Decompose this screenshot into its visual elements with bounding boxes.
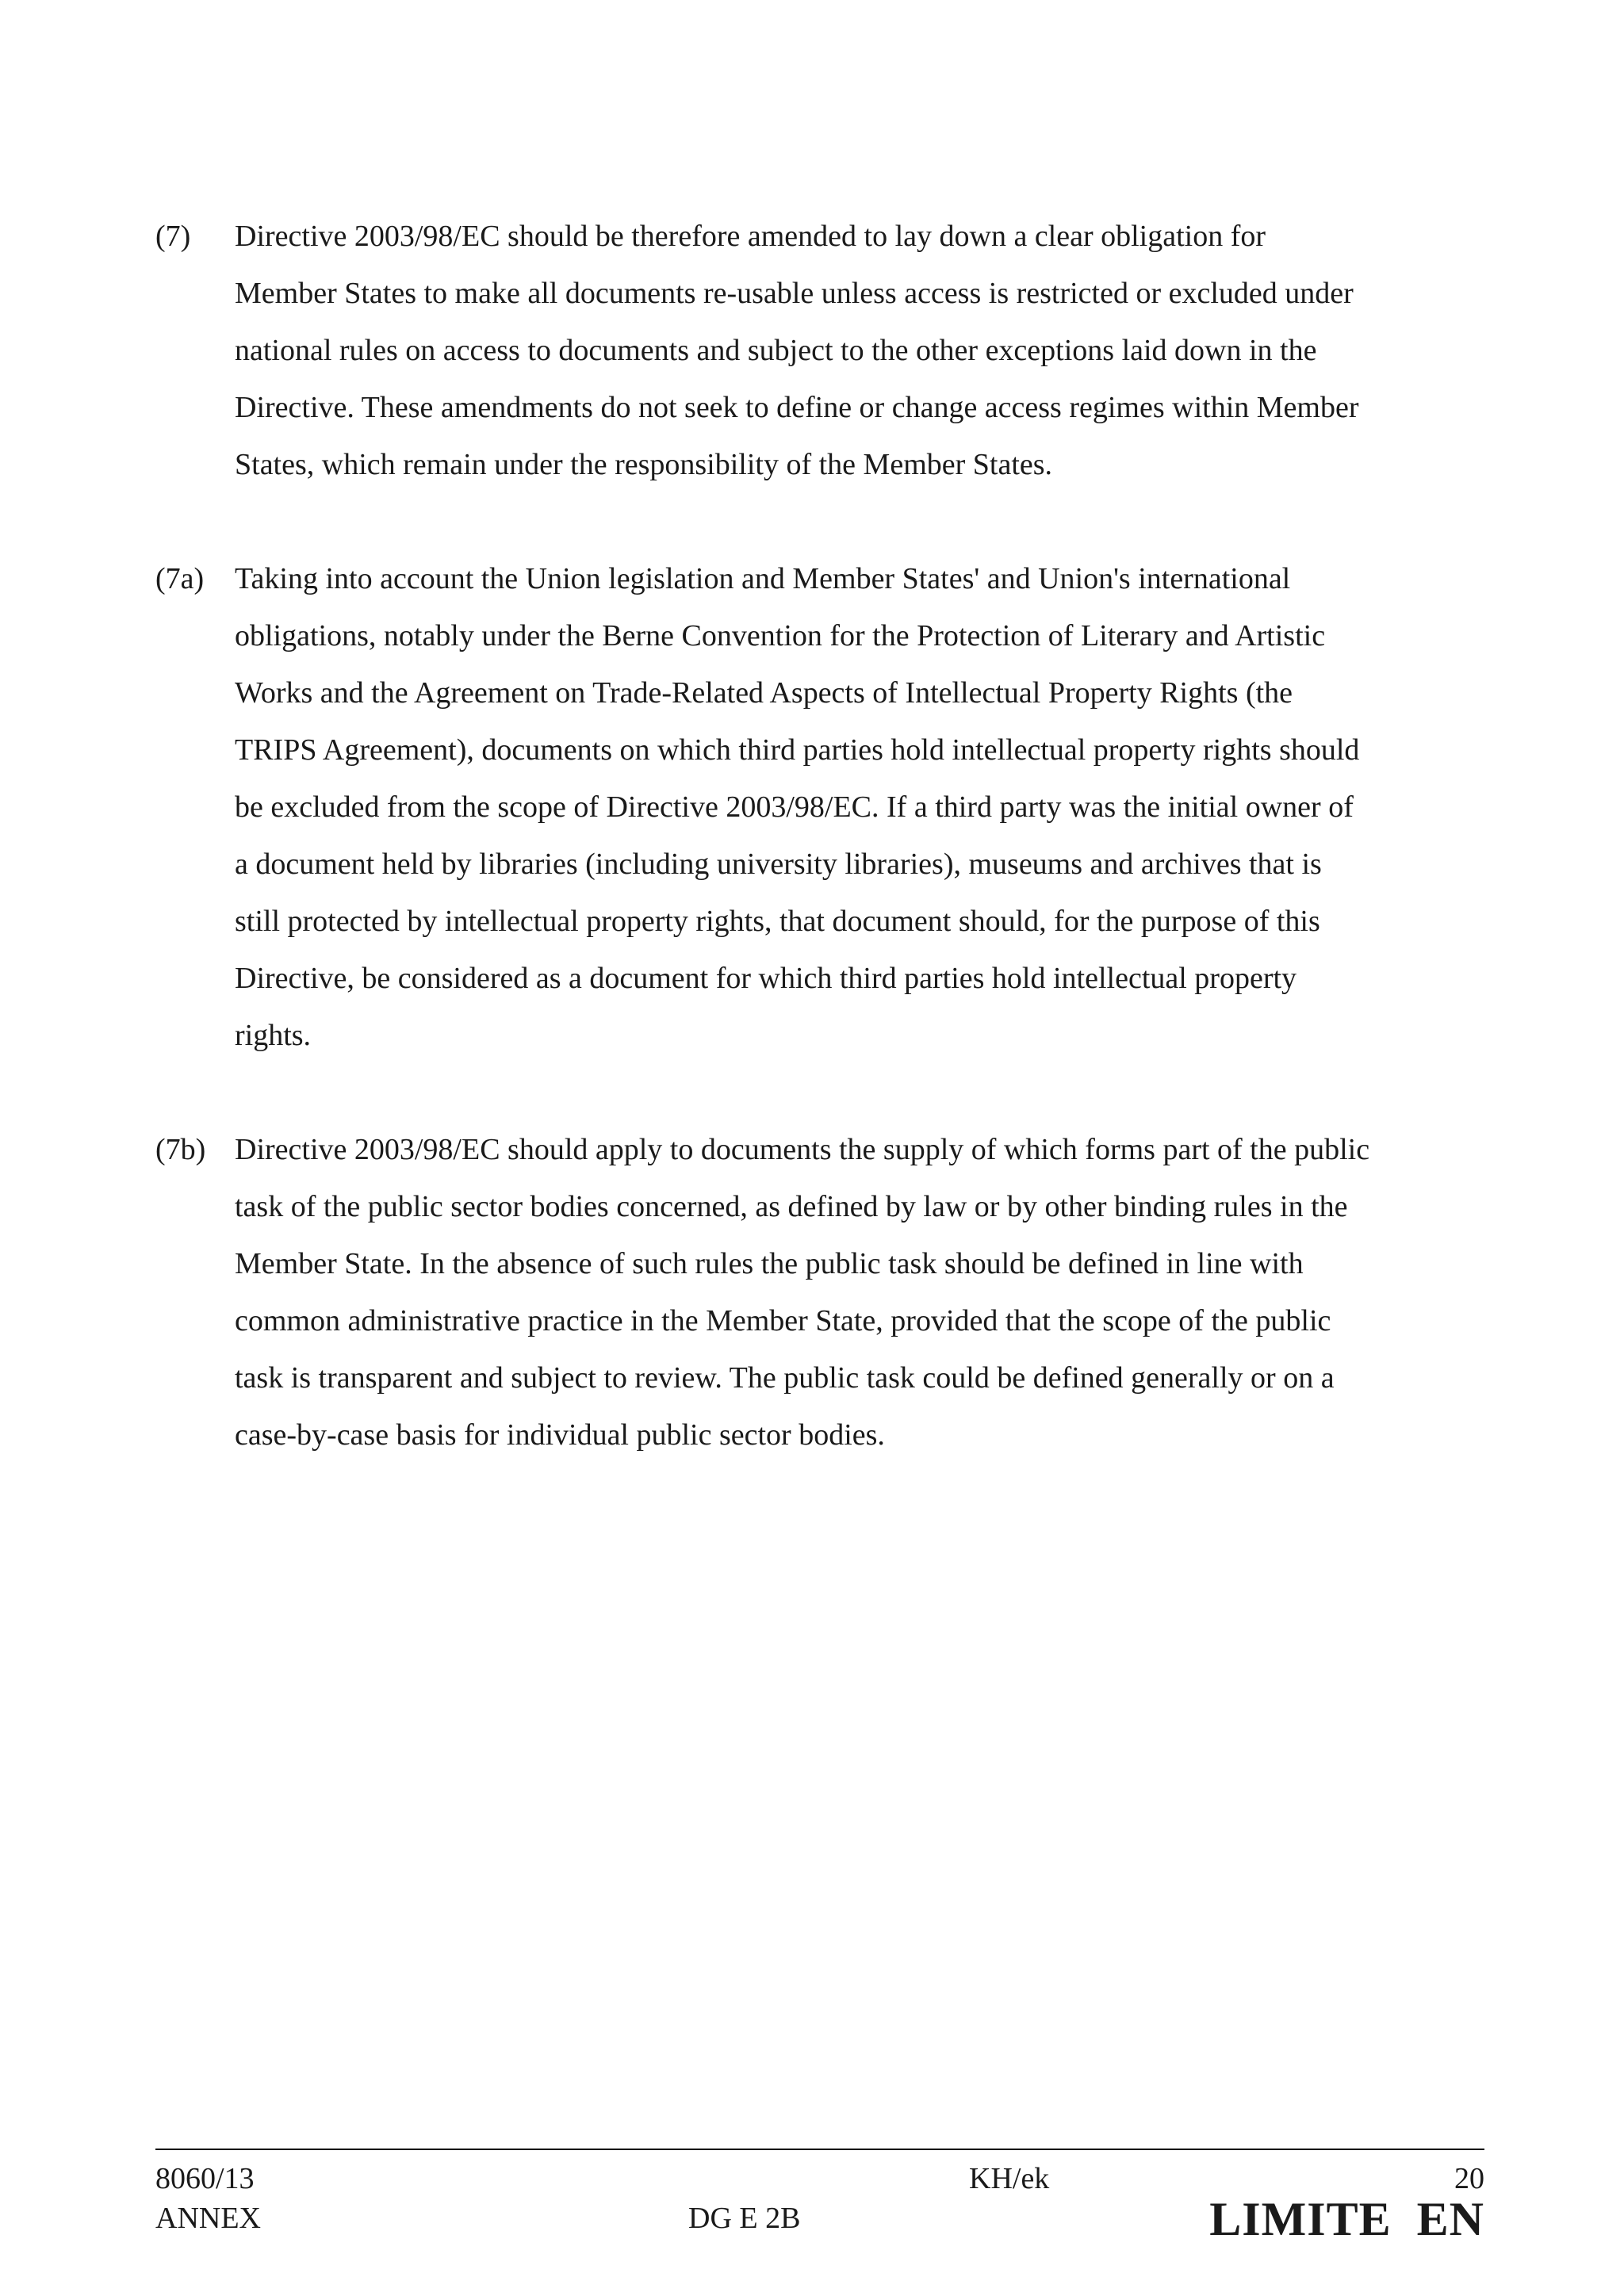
page-footer [155, 2149, 1484, 2245]
paragraph-line: a document held by libraries (including university libraries), museums and archives that is [235, 848, 1322, 881]
document-body [155, 208, 1488, 1521]
paragraph-line: Works and the Agreement on Trade-Related Aspects of Intellectual Property Rights (the [235, 676, 1293, 710]
page-number: 20 [1454, 2162, 1484, 2195]
author-initials: KH/ek [969, 2162, 1050, 2195]
paragraph-line: task of the public sector bodies concerned, as defined by law or by other binding rules in the [235, 1190, 1348, 1223]
paragraph-line: Directive 2003/98/EC should apply to documents the supply of which forms part of the public [235, 1133, 1370, 1166]
paragraph-line: case-by-case basis for individual public sector bodies. [235, 1418, 885, 1452]
paragraph-line: be excluded from the scope of Directive 2003/98/EC. If a third party was the initial owner of [235, 790, 1354, 824]
paragraph-line: still protected by intellectual property rights, that document should, for the purpose of this [235, 905, 1320, 938]
paragraph-line: Member State. In the absence of such rules the public task should be defined in line with [235, 1247, 1304, 1280]
paragraph-number: (7a) [155, 562, 205, 595]
paragraph-line: common administrative practice in the Member State, provided that the scope of the public [235, 1304, 1331, 1337]
paragraph-7a [155, 550, 1488, 1064]
paragraph-7 [155, 208, 1488, 493]
paragraph-line: Taking into account the Union legislation and Member States' and Union's international [235, 562, 1291, 595]
classification-label: LIMITE EN [1209, 2193, 1484, 2245]
footer-divider [155, 2149, 1484, 2150]
document-number: 8060/13 [155, 2162, 255, 2195]
paragraph-line: obligations, notably under the Berne Convention for the Protection of Literary and Artistic [235, 619, 1326, 652]
annex-label: ANNEX [155, 2202, 261, 2235]
paragraph-number: (7b) [155, 1133, 206, 1166]
paragraph-line: rights. [235, 1019, 312, 1052]
paragraph-line: Directive 2003/98/EC should be therefore amended to lay down a clear obligation for [235, 220, 1266, 253]
paragraph-line: national rules on access to documents and subject to the other exceptions laid down in the [235, 334, 1317, 367]
paragraph-line: Directive, be considered as a document for which third parties hold intellectual property [235, 962, 1297, 995]
paragraph-line: task is transparent and subject to review. The public task could be defined generally or on a [235, 1361, 1335, 1395]
paragraph-7b [155, 1121, 1488, 1464]
directorate-label: DG E 2B [688, 2202, 801, 2235]
paragraph-line: States, which remain under the responsibility of the Member States. [235, 448, 1053, 481]
paragraph-line: Member States to make all documents re-usable unless access is restricted or excluded under [235, 277, 1354, 310]
paragraph-line: Directive. These amendments do not seek to define or change access regimes within Member [235, 391, 1359, 424]
paragraph-line: TRIPS Agreement), documents on which third parties hold intellectual property rights should [235, 733, 1360, 767]
paragraph-number: (7) [155, 220, 191, 253]
